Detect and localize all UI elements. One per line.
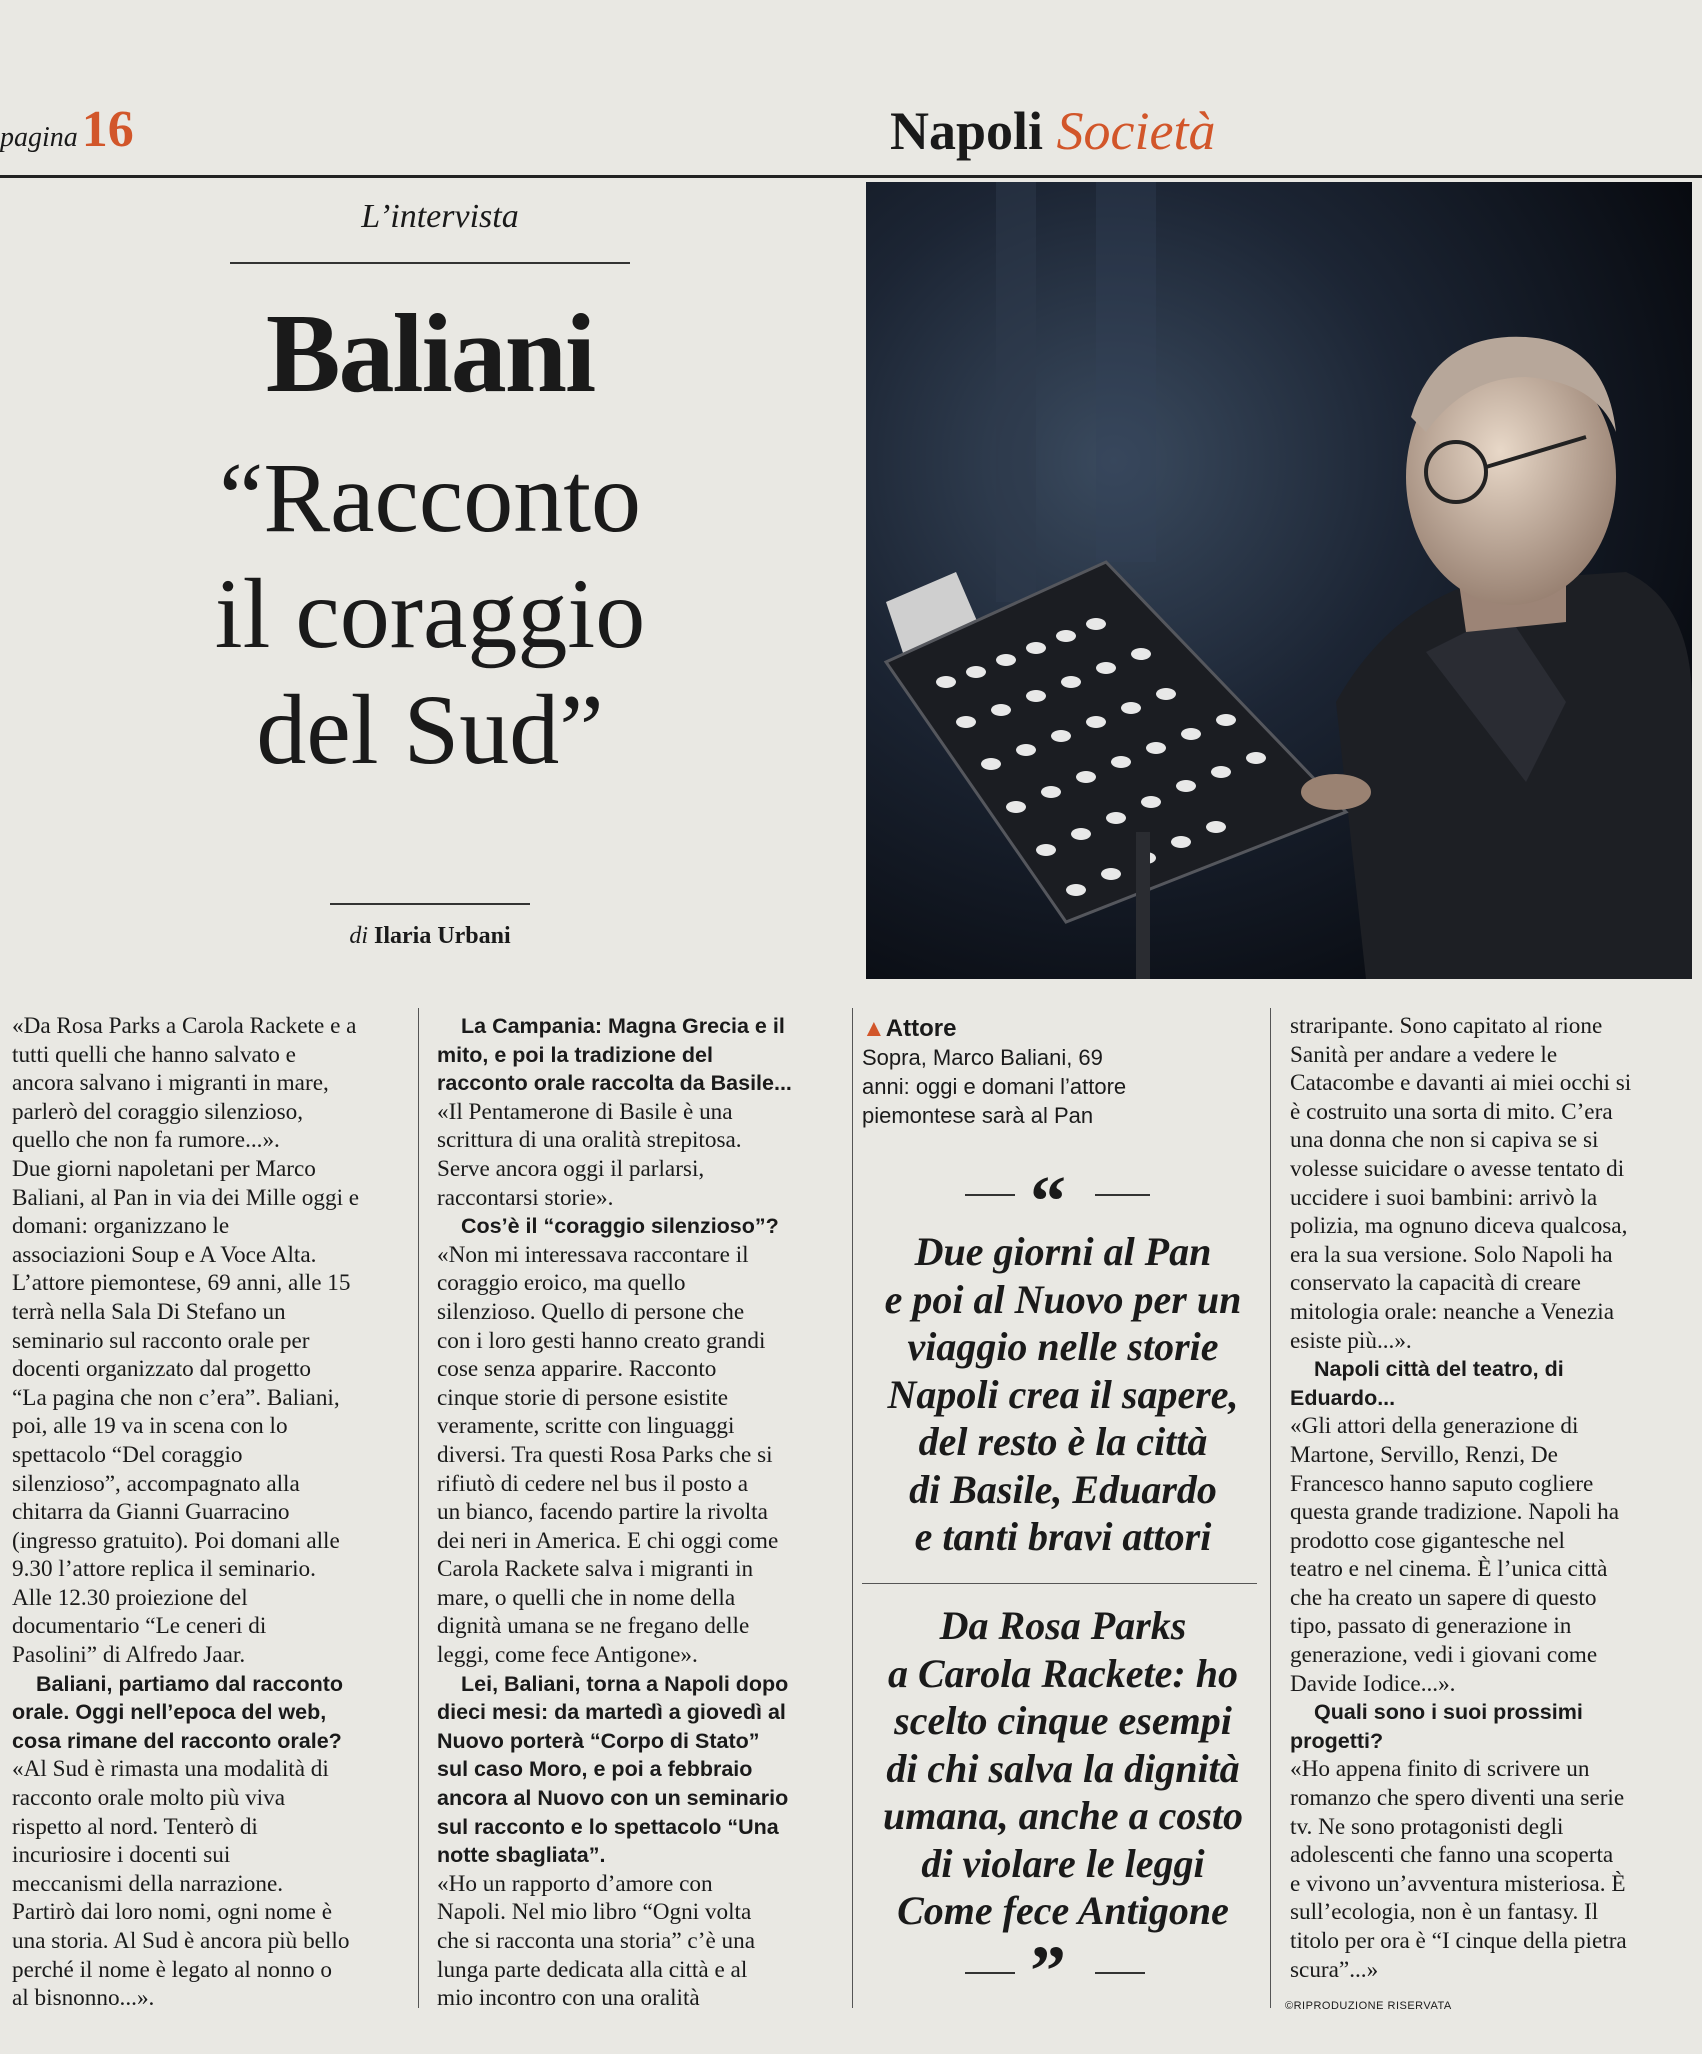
column-divider xyxy=(852,1008,853,2008)
body-line: Sanità per andare a vedere le xyxy=(1290,1041,1558,1068)
body-line: incuriosire i docenti sui xyxy=(12,1842,231,1869)
question-line: Cos’è il “coraggio silenzioso”? xyxy=(461,1214,779,1239)
pullquote-line: umana, anche a costo xyxy=(882,1793,1244,1838)
body-line: è costruito una sorta di mito. C’era xyxy=(1290,1098,1613,1125)
body-line: meccanismi della narrazione. xyxy=(12,1870,284,1897)
body-line: «Da Rosa Parks a Carola Rackete e a xyxy=(12,1013,357,1039)
headline-line: il coraggio xyxy=(214,558,646,669)
article-column-2 xyxy=(437,1012,847,2013)
pullquote-separator xyxy=(862,1583,1257,1584)
body-line: L’attore piemontese, 69 anni, alle 15 xyxy=(12,1270,351,1297)
column-divider xyxy=(418,1008,419,2008)
section-sub: Società xyxy=(1056,101,1216,161)
body-line: che si racconta una storia” c’è una xyxy=(437,1928,756,1954)
body-line: generazione, vedi i giovani come xyxy=(1290,1642,1598,1669)
pullquote-line: di chi salva la dignità xyxy=(886,1745,1240,1791)
page-label-text: pagina xyxy=(0,122,78,153)
question-line: dieci mesi: da martedì a giovedì al xyxy=(437,1700,786,1725)
question-line: Napoli città del teatro, di xyxy=(1314,1357,1564,1382)
question-line: Lei, Baliani, torna a Napoli dopo xyxy=(461,1671,789,1696)
pullquote-line: Come fece Antigone xyxy=(897,1888,1229,1933)
body-line: uccidere i suoi bambini: arrivò la xyxy=(1290,1184,1598,1211)
pullquote-1 xyxy=(858,1228,1268,1561)
caption-title-row xyxy=(862,1015,1262,1043)
body-line: una storia. Al Sud è ancora più bello xyxy=(12,1928,350,1954)
body-line: «Gli attori della generazione di xyxy=(1290,1413,1579,1440)
body-line: straripante. Sono capitato al rione xyxy=(1290,1013,1603,1039)
body-line: «Al Sud è rimasta una modalità di xyxy=(12,1756,329,1783)
byline-prefix: di xyxy=(349,923,368,949)
question-line: Nuovo porterà “Corpo di Stato” xyxy=(437,1728,760,1753)
body-line: quello che non fa rumore...». xyxy=(12,1127,280,1154)
question-line: cosa rimane del racconto orale? xyxy=(12,1728,342,1753)
body-line: 9.30 l’attore replica il seminario. xyxy=(12,1556,316,1583)
body-line: rispetto al nord. Tenterò di xyxy=(12,1813,258,1840)
section-name: Napoli xyxy=(890,101,1044,161)
pullquote-line: Napoli crea il sapere, xyxy=(887,1371,1239,1417)
body-line: tipo, passato di generazione in xyxy=(1290,1613,1572,1640)
body-line: seminario sul racconto orale per xyxy=(12,1327,310,1354)
question-line: ancora al Nuovo con un seminario xyxy=(437,1786,789,1811)
body-line: raccontarsi storie». xyxy=(437,1184,614,1211)
body-line: «Il Pentamerone di Basile è una xyxy=(437,1098,733,1125)
body-line: Davide Iodice...». xyxy=(1290,1670,1456,1697)
column-divider xyxy=(1270,1008,1271,2008)
body-line: sull’ecologia, non è un fantasy. Il xyxy=(1290,1899,1599,1926)
body-line: Francesco hanno saputo cogliere xyxy=(1290,1470,1594,1497)
pullquote-line: viaggio nelle storie xyxy=(907,1324,1219,1369)
body-line: una donna che non si capiva se si xyxy=(1290,1127,1599,1154)
body-line: ancora salvano i migranti in mare, xyxy=(12,1070,329,1097)
quote-rule xyxy=(1095,1194,1150,1196)
headline-name: Baliani xyxy=(265,292,595,416)
question-line: mito, e poi la tradizione del xyxy=(437,1042,713,1067)
headline-quote xyxy=(90,440,770,788)
body-line: (ingresso gratuito). Poi domani alle xyxy=(12,1527,340,1554)
body-line: dignità umana se ne fregano delle xyxy=(437,1613,750,1640)
question-line: Baliani, partiamo dal racconto xyxy=(36,1671,344,1696)
body-line: era la sua versione. Solo Napoli ha xyxy=(1290,1241,1613,1268)
body-line: questa grande tradizione. Napoli ha xyxy=(1290,1499,1620,1526)
question-line: orale. Oggi nell’epoca del web, xyxy=(12,1700,327,1725)
caption-line: Sopra, Marco Baliani, 69 xyxy=(862,1045,1103,1070)
body-line: mio incontro con una oralità xyxy=(437,1985,700,2012)
body-line: poi, alle 19 va in scena con lo xyxy=(12,1413,288,1440)
header-rule xyxy=(0,175,1702,178)
pullquote-2 xyxy=(858,1602,1268,1935)
body-line: cose senza apparire. Racconto xyxy=(437,1356,717,1383)
body-line: spettacolo “Del coraggio xyxy=(12,1441,243,1468)
open-quote-icon: “ xyxy=(1030,1161,1066,1241)
caption-title: Attore xyxy=(885,1015,957,1042)
body-line: dei neri in America. E chi oggi come xyxy=(437,1527,779,1554)
pullquote-line: scelto cinque esempi xyxy=(894,1698,1232,1743)
pullquote-line: di violare le leggi xyxy=(921,1840,1205,1886)
body-line: domani: organizzano le xyxy=(12,1213,230,1240)
body-line: leggi, come fece Antigone». xyxy=(437,1642,698,1669)
question-line: sul racconto e lo spettacolo “Una xyxy=(437,1814,779,1839)
body-line: silenzioso”, accompagnato alla xyxy=(12,1470,300,1497)
headline-line: “Racconto xyxy=(218,442,642,553)
body-line: Due giorni napoletani per Marco xyxy=(12,1155,316,1182)
quote-rule xyxy=(1095,1972,1145,1974)
body-line: “La pagina che non c’era”. Baliani, xyxy=(12,1384,340,1411)
body-line: conservato la capacità di creare xyxy=(1290,1270,1581,1297)
photo-caption xyxy=(862,1015,1262,1130)
body-line: Alle 12.30 proiezione del xyxy=(12,1584,248,1611)
body-line: tv. Ne sono protagonisti degli xyxy=(1290,1813,1564,1840)
body-line: volesse suicidare o avesse tentato di xyxy=(1290,1155,1625,1182)
question-line: progetti? xyxy=(1290,1728,1384,1753)
triangle-up-icon: ▲ xyxy=(862,1015,886,1042)
kicker: L’intervista xyxy=(361,198,519,235)
byline-rule xyxy=(330,903,530,905)
question-line: racconto orale raccolta da Basile... xyxy=(437,1071,792,1096)
pullquote-line: del resto è la città xyxy=(918,1419,1208,1464)
body-line: polizia, ma ognuno diceva qualcosa, xyxy=(1290,1213,1628,1240)
photo-illustration xyxy=(866,182,1692,979)
body-line: titolo per ora è “I cinque della pietra xyxy=(1290,1928,1627,1954)
question-line: Quali sono i suoi prossimi xyxy=(1314,1700,1583,1725)
body-line: mitologia orale: neanche a Venezia xyxy=(1290,1298,1615,1325)
body-line: docenti organizzato dal progetto xyxy=(12,1356,311,1383)
body-line: tutti quelli che hanno salvato e xyxy=(12,1041,296,1068)
byline xyxy=(300,923,560,950)
headline-line: del Sud” xyxy=(256,674,604,785)
body-line: scrittura di una oralità strepitosa. xyxy=(437,1127,742,1154)
body-line: teatro e nel cinema. È l’unica città xyxy=(1290,1556,1608,1583)
body-line: «Non mi interessava raccontare il xyxy=(437,1241,749,1268)
body-line: adolescenti che fanno una scoperta xyxy=(1290,1842,1614,1869)
page-number: 16 xyxy=(81,101,134,158)
article-column-4 xyxy=(1290,1012,1690,1984)
body-line: perché il nome è legato al nonno o xyxy=(12,1956,333,1983)
body-line: Baliani, al Pan in via dei Mille oggi e xyxy=(12,1184,360,1211)
body-line: associazioni Soup e A Voce Alta. xyxy=(12,1241,317,1268)
body-line: Napoli. Nel mio libro “Ogni volta xyxy=(437,1899,752,1926)
body-line: che ha creato un sapere di questo xyxy=(1290,1584,1597,1611)
body-line: esiste più...». xyxy=(1290,1327,1412,1354)
pullquote-line: a Carola Rackete: ho xyxy=(888,1650,1238,1696)
body-line: con i loro gesti hanno creato grandi xyxy=(437,1327,766,1354)
byline-author: Ilaria Urbani xyxy=(373,923,511,949)
pullquote-line: di Basile, Eduardo xyxy=(909,1466,1217,1512)
body-line: Carola Rackete salva i migranti in xyxy=(437,1556,754,1583)
body-line: Pasolini” di Alfredo Jaar. xyxy=(12,1642,246,1669)
body-line: Partirò dai loro nomi, ogni nome è xyxy=(12,1899,333,1926)
body-line: Martone, Servillo, Renzi, De xyxy=(1290,1441,1558,1468)
body-line: chitarra da Gianni Guarracino xyxy=(12,1499,290,1526)
body-line: «Ho un rapporto d’amore con xyxy=(437,1870,713,1897)
pullquote-line: Due giorni al Pan xyxy=(914,1229,1212,1274)
body-line: veramente, scritte con linguaggi xyxy=(437,1413,735,1440)
caption-line: anni: oggi e domani l’attore xyxy=(862,1074,1127,1099)
body-line: e vivono un’avventura misteriosa. È xyxy=(1290,1870,1626,1897)
copyright-notice: ©RIPRODUZIONE RISERVATA xyxy=(1285,2000,1452,2012)
body-line: racconto orale molto più viva xyxy=(12,1785,286,1812)
page-label xyxy=(0,100,134,159)
pullquote-line: Da Rosa Parks xyxy=(939,1603,1187,1648)
caption-line: piemontese sarà al Pan xyxy=(862,1103,1094,1128)
body-line: prodotto cose gigantesche nel xyxy=(1290,1527,1565,1554)
body-line: diversi. Tra questi Rosa Parks che si xyxy=(437,1441,773,1468)
pullquote-line: e poi al Nuovo per un xyxy=(884,1276,1242,1322)
quote-rule xyxy=(965,1972,1015,1974)
body-line: documentario “Le ceneri di xyxy=(12,1613,267,1640)
body-line: terrà nella Sala Di Stefano un xyxy=(12,1298,286,1325)
body-line: «Ho appena finito di scrivere un xyxy=(1290,1756,1590,1783)
body-line: mare, o quelli che in nome della xyxy=(437,1584,736,1611)
question-line: Eduardo... xyxy=(1290,1385,1396,1410)
body-line: un bianco, facendo partire la rivolta xyxy=(437,1499,768,1526)
pullquote-line: e tanti bravi attori xyxy=(914,1514,1212,1559)
body-line: Catacombe e davanti ai miei occhi si xyxy=(1290,1070,1632,1097)
body-line: al bisnonno...». xyxy=(12,1985,155,2012)
quote-rule xyxy=(965,1194,1015,1196)
body-line: romanzo che spero diventi una serie xyxy=(1290,1785,1625,1812)
body-line: coraggio eroico, ma quello xyxy=(437,1270,686,1297)
close-quote-icon: ” xyxy=(1030,1931,1066,2011)
body-line: rifiutò di cedere nel bus il posto a xyxy=(437,1470,749,1497)
body-line: cinque storie di persone esistite xyxy=(437,1384,729,1411)
article-photo xyxy=(866,182,1692,979)
question-line: La Campania: Magna Grecia e il xyxy=(461,1014,785,1038)
question-line: sul caso Moro, e poi a febbraio xyxy=(437,1757,753,1782)
question-line: notte sbagliata”. xyxy=(437,1843,606,1868)
body-line: scura”...» xyxy=(1290,1956,1379,1983)
kicker-rule xyxy=(230,262,630,264)
body-line: Serve ancora oggi il parlarsi, xyxy=(437,1155,705,1182)
section-title xyxy=(890,100,1216,162)
article-column-1 xyxy=(12,1012,412,2013)
body-line: parlerò del coraggio silenzioso, xyxy=(12,1098,304,1125)
body-line: silenzioso. Quello di persone che xyxy=(437,1298,745,1325)
body-line: lunga parte dedicata alla città e al xyxy=(437,1956,748,1983)
